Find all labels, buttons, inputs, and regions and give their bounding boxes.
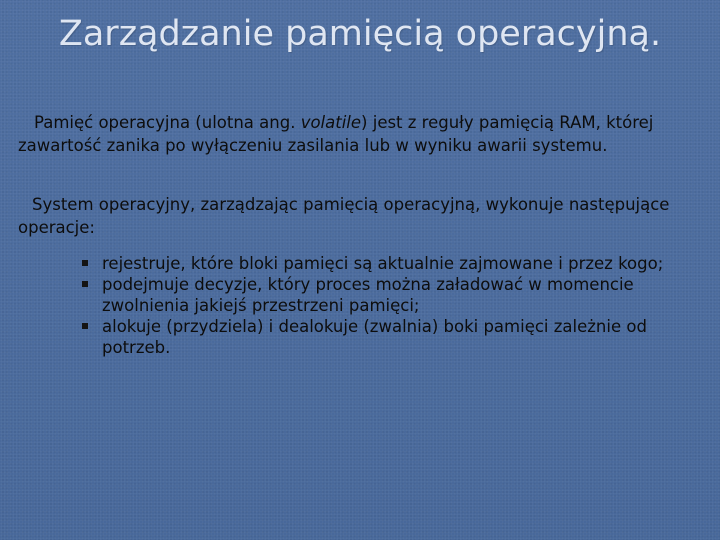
list-item-text: rejestruje, które bloki pamięci są aktualnie zajmowane i przez kogo; (102, 254, 664, 273)
list-item (82, 253, 692, 274)
italic-term-volatile: volatile (300, 113, 362, 132)
square-bullet-icon (82, 281, 88, 287)
list-item (82, 316, 692, 358)
slide-title: Zarządzanie pamięcią operacyjną. (58, 14, 662, 54)
square-bullet-icon (82, 260, 88, 266)
paragraph-memory-definition (18, 111, 708, 157)
list-item (82, 274, 692, 316)
square-bullet-icon (82, 323, 88, 329)
paragraph-os-operations: System operacyjny, zarządzając pamięcią operacyjną, wykonuje następujące operacje: (18, 195, 670, 237)
list-item-text: alokuje (przydziela) i dealokuje (zwalnia) boki pamięci zależnie od potrzeb. (102, 317, 647, 357)
paragraph-text-end: ) jest z reguły pamięcią RAM, której zawartość zanika po wyłączeniu zasilania lub w wyniku awarii systemu. (18, 113, 654, 155)
paragraph-text-start: Pamięć operacyjna (ulotna ang. (34, 113, 301, 132)
list-item-text: podejmuje decyzje, który proces można załadować w momencie zwolnienia jakiejś przestrzeni pamięci; (102, 275, 634, 315)
operations-list (82, 253, 692, 358)
